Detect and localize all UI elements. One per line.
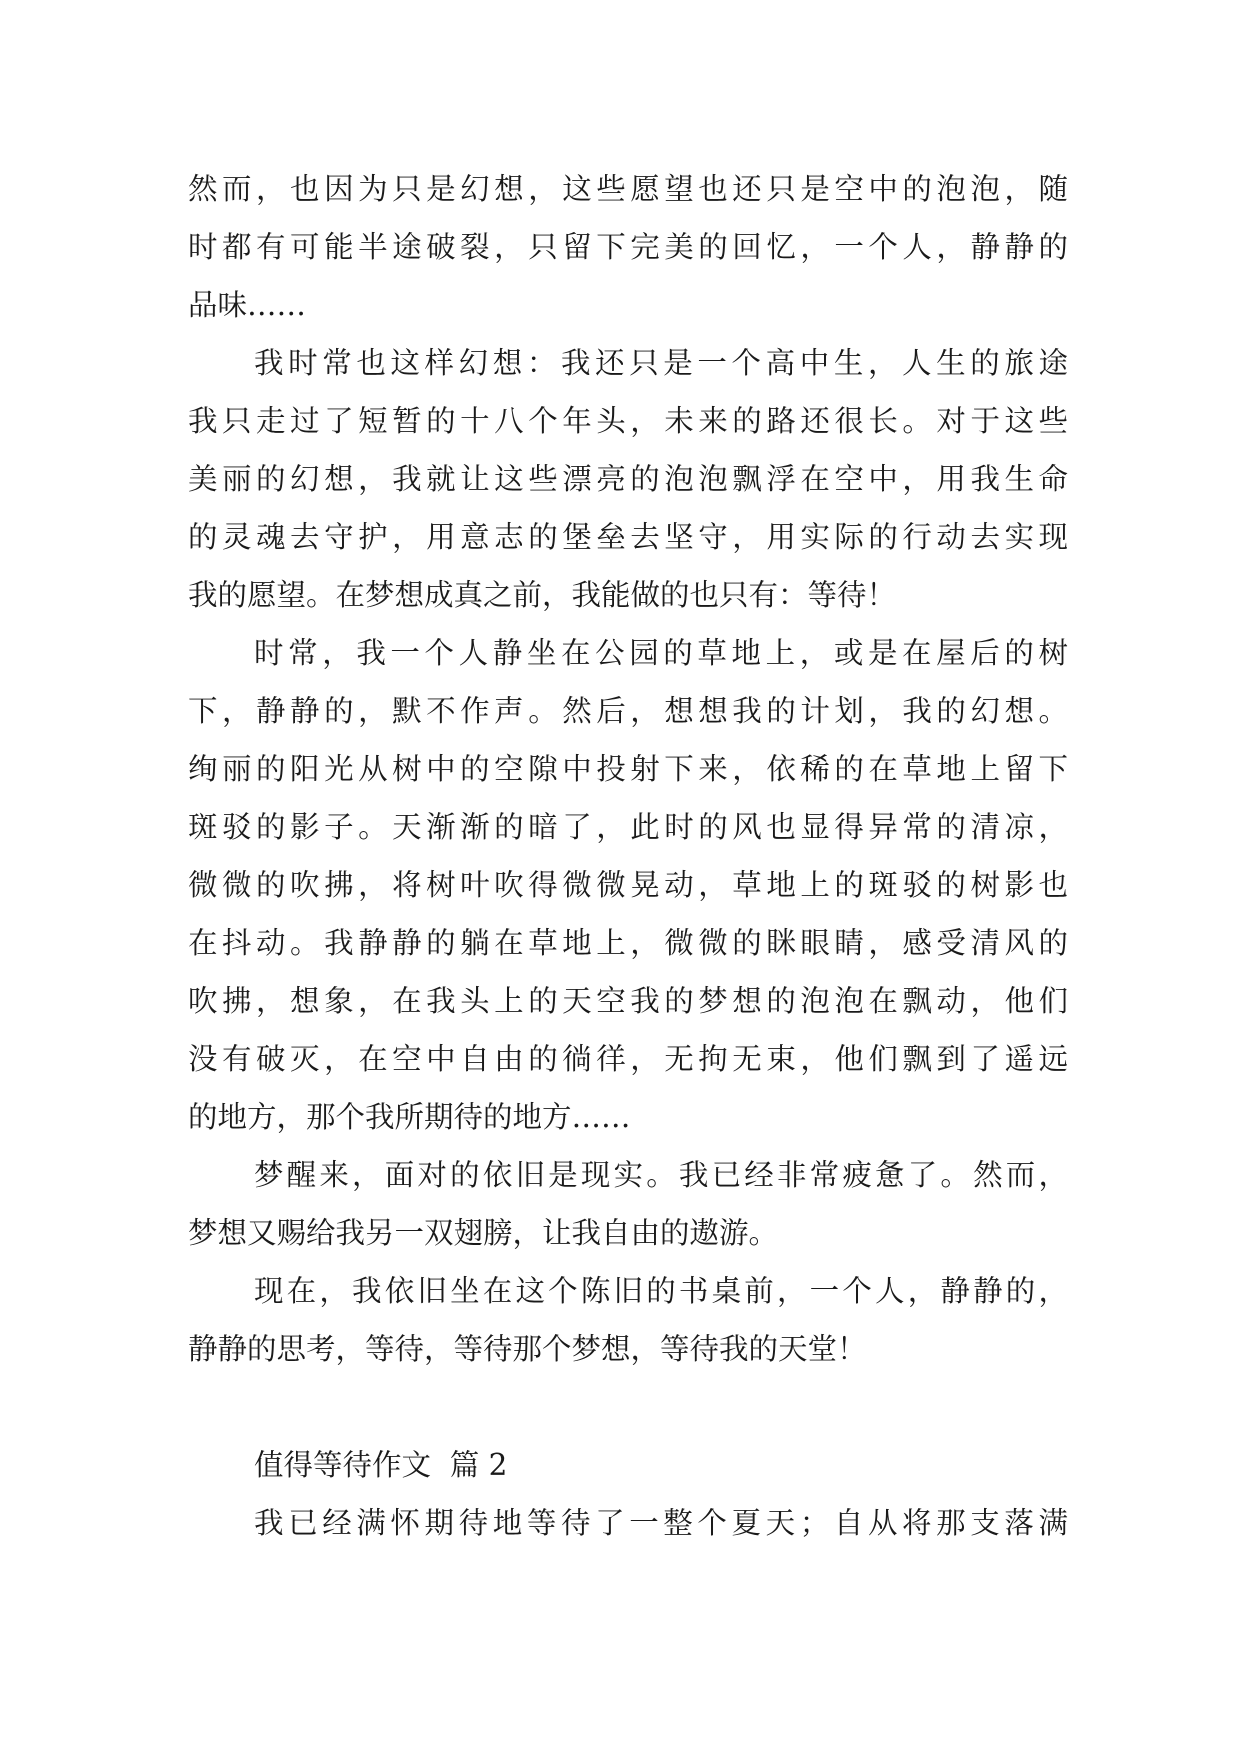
paragraph — [188, 1146, 1068, 1262]
section-heading: 值得等待作文 篇 2 — [254, 1448, 508, 1482]
text-line: 下，静静的，默不作声。然后，想想我的计划，我的幻想。 — [188, 694, 1068, 728]
text-line: 然而，也因为只是幻想，这些愿望也还只是空中的泡泡，随 — [188, 172, 1068, 206]
paragraph — [188, 334, 1068, 624]
text-line: 斑驳的影子。天渐渐的暗了，此时的风也显得异常的清凉， — [188, 810, 1068, 844]
text-line: 美丽的幻想，我就让这些漂亮的泡泡飘浮在空中，用我生命 — [188, 462, 1068, 496]
paragraph — [188, 1494, 1068, 1552]
text-line: 我的愿望。在梦想成真之前，我能做的也只有：等待！ — [188, 578, 897, 612]
text-line: 现在，我依旧坐在这个陈旧的书桌前，一个人，静静的， — [254, 1274, 1068, 1308]
text-line: 在抖动。我静静的躺在草地上，微微的眯眼睛，感受清风的 — [188, 926, 1068, 960]
text-line: 绚丽的阳光从树中的空隙中投射下来，依稀的在草地上留下 — [188, 752, 1068, 786]
text-line: 品味…… — [188, 288, 307, 322]
text-line: 我时常也这样幻想：我还只是一个高中生，人生的旅途 — [254, 346, 1068, 380]
blank-line — [188, 1378, 1068, 1436]
text-line: 时都有可能半途破裂，只留下完美的回忆，一个人，静静的 — [188, 230, 1068, 264]
paragraph — [188, 160, 1068, 334]
text-line: 我已经满怀期待地等待了一整个夏天；自从将那支落满 — [254, 1506, 1068, 1540]
text-line: 时常，我一个人静坐在公园的草地上，或是在屋后的树 — [254, 636, 1068, 670]
text-line: 我只走过了短暂的十八个年头，未来的路还很长。对于这些 — [188, 404, 1068, 438]
paragraph — [188, 1262, 1068, 1378]
text-line: 吹拂，想象，在我头上的天空我的梦想的泡泡在飘动，他们 — [188, 984, 1068, 1018]
body-text — [188, 160, 1068, 1552]
text-line: 微微的吹拂，将树叶吹得微微晃动，草地上的斑驳的树影也 — [188, 868, 1068, 902]
text-line: 没有破灭，在空中自由的徜徉，无拘无束，他们飘到了遥远 — [188, 1042, 1068, 1076]
text-line: 的地方，那个我所期待的地方…… — [188, 1100, 631, 1134]
text-line: 静静的思考，等待，等待那个梦想，等待我的天堂！ — [188, 1332, 867, 1366]
text-line: 梦醒来，面对的依旧是现实。我已经非常疲惫了。然而， — [254, 1158, 1068, 1192]
text-line: 梦想又赐给我另一双翅膀，让我自由的遨游。 — [188, 1216, 779, 1250]
text-line: 的灵魂去守护，用意志的堡垒去坚守，用实际的行动去实现 — [188, 520, 1068, 554]
paragraph — [188, 624, 1068, 1146]
